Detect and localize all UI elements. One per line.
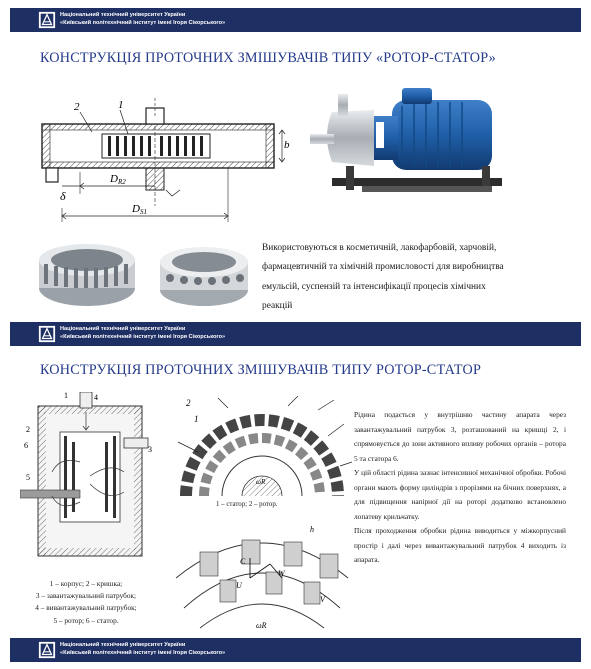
header-line-2: «Київський політехнічний інститут імені Ігоря Сікорського» bbox=[60, 333, 226, 340]
header-university-name bbox=[60, 12, 225, 27]
description-paragraph-1: Рідина подається у внутрішню частину апарата через завантажувальний патрубок 3, розташований на кришці 2, і спрямовується до зони активного впливу робочих органів – ротора 5 та статора 6. bbox=[354, 410, 566, 463]
description-paragraph-2: У цій області рідина зазнає інтенсивної механічної обробки. Робочі органи мають форму циліндрів з прорізями на бічних поверхнях, а для підвищення напірної дії на роторі додатково встановлено лопатеву крильчатку. bbox=[354, 468, 566, 521]
drawing-label-b: b bbox=[284, 139, 290, 151]
university-logo-icon bbox=[38, 325, 56, 343]
drawing-label-delta: δ bbox=[60, 189, 66, 203]
slide-2-header-band bbox=[10, 322, 581, 346]
vector-label-v: V bbox=[320, 595, 325, 604]
mixer-motor-photo bbox=[302, 80, 510, 216]
legend-line-1: 1 – корпус; 2 – кришка; bbox=[49, 579, 123, 588]
legend-line-3: 4 – вивантажувальний патрубок; bbox=[35, 603, 137, 613]
slide-2-description bbox=[354, 408, 566, 568]
rotor-stator-ring-diagram bbox=[168, 396, 354, 500]
rotor-ring-photo bbox=[156, 238, 252, 312]
drawing-label-dr2: DR2 bbox=[110, 173, 126, 186]
footer-university-name bbox=[60, 642, 225, 657]
section-label-1: 1 bbox=[64, 392, 68, 400]
slide-1-title: КОНСТРУКЦІЯ ПРОТОЧНИХ ЗМІШУВАЧІВ ТИПУ «РОТОР-СТАТОР» bbox=[40, 50, 496, 66]
drawing-label-1: 1 bbox=[118, 99, 124, 111]
drawing-label-2: 2 bbox=[74, 101, 80, 113]
slide-1-header-band bbox=[10, 8, 581, 32]
legend-line-2: 3 – завантажувальний патрубок; bbox=[35, 591, 137, 601]
ring-label-omega: ωR bbox=[256, 478, 266, 486]
section-label-3: 3 bbox=[148, 445, 152, 454]
university-logo-icon bbox=[38, 11, 56, 29]
slide-2-footer-band bbox=[10, 638, 581, 662]
vector-label-c: C bbox=[240, 557, 246, 566]
description-paragraph-3: Після проходження обробки рідина виводиться у міжкорпусний простір і далі через вивантажувальний патрубок 4 виходить із апарата. bbox=[354, 526, 566, 564]
vector-label-w: W bbox=[278, 569, 285, 578]
vector-label-omega: ωR bbox=[256, 621, 267, 630]
description-line-1: Використовуються в косметичній, лакофарбовій, харчовій, bbox=[262, 243, 497, 253]
university-logo-icon bbox=[38, 641, 56, 659]
velocity-vector-diagram bbox=[170, 518, 354, 634]
slide-1-description bbox=[262, 239, 560, 317]
section-label-4: 4 bbox=[94, 393, 98, 402]
description-line-4: реакцій bbox=[262, 301, 293, 312]
mixer-section-drawing bbox=[20, 392, 156, 572]
footer-line-2: «Київський політехнічний інститут імені Ігоря Сікорського» bbox=[60, 649, 226, 656]
description-line-3: емульсій, суспензій та інтенсифікації процесів хімічних bbox=[262, 281, 486, 292]
slide-1 bbox=[10, 8, 581, 326]
section-label-5: 5 bbox=[26, 473, 30, 482]
footer-line-1: Національний технічний університет України bbox=[60, 642, 186, 648]
legend-line-4: 5 – ротор; 6 – статор. bbox=[53, 615, 119, 625]
mixer-cross-section-drawing bbox=[32, 86, 292, 232]
header-line-1: Національний технічний університет України bbox=[60, 326, 186, 332]
ring-label-2: 2 bbox=[186, 398, 191, 408]
vector-label-h: h bbox=[310, 525, 314, 534]
header-line-2: «Київський політехнічний інститут імені Ігоря Сікорського» bbox=[60, 19, 226, 26]
ring-caption: 1 – статор; 2 – ротор. bbox=[216, 501, 278, 508]
header-university-name bbox=[60, 326, 225, 341]
stator-ring-photo bbox=[34, 234, 140, 312]
vector-label-u: U bbox=[236, 581, 242, 590]
slide-2-title: КОНСТРУКЦІЯ ПРОТОЧНИХ ЗМІШУВАЧІВ ТИПУ РОТОР-СТАТОР bbox=[40, 362, 482, 378]
section-label-2: 2 bbox=[26, 425, 30, 434]
ring-label-1: 1 bbox=[194, 414, 199, 424]
header-line-1: Національний технічний університет України bbox=[60, 12, 186, 18]
section-label-6: 6 bbox=[24, 441, 28, 450]
drawing-label-ds1: DS1 bbox=[132, 203, 147, 216]
description-line-2: фармацевтичній та хімічній промисловості для виробництва bbox=[262, 262, 504, 273]
slide-2 bbox=[10, 322, 581, 662]
section-legend bbox=[18, 578, 154, 627]
